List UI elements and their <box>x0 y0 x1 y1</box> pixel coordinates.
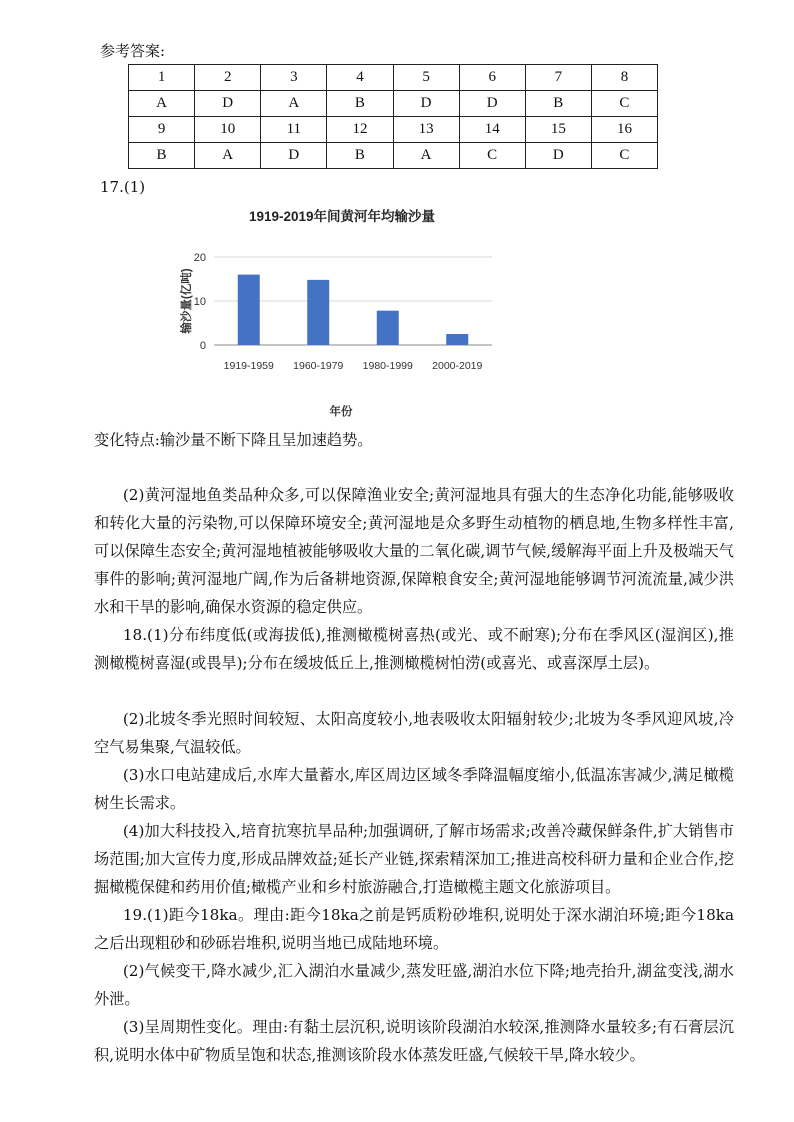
question-17-label: 17.(1) <box>100 178 146 196</box>
table-row <box>129 117 658 143</box>
chart-y-axis-label: 输沙量(亿吨) <box>181 268 193 334</box>
table-cell: 10 <box>195 117 261 143</box>
table-cell: C <box>591 91 657 117</box>
chart-x-tick-label: 2000-2019 <box>432 360 483 372</box>
table-cell: D <box>195 91 261 117</box>
table-cell: 7 <box>525 65 591 91</box>
table-cell: B <box>327 91 393 117</box>
table-row <box>129 65 658 91</box>
chart-x-tick-label: 1960-1979 <box>293 360 344 372</box>
q19-part3-answer: (3)呈周期性变化。理由:有黏土层沉积,说明该阶段湖泊水较深,推测降水量较多;有石膏层沉积,说明水体中矿物质呈饱和状态,推测该阶段水体蒸发旺盛,气候较干旱,降水较少。 <box>94 1018 734 1064</box>
table-cell: 5 <box>393 65 459 91</box>
sediment-bar-chart <box>172 195 512 425</box>
table-cell: A <box>195 143 261 169</box>
table-cell: 3 <box>261 65 327 91</box>
chart-bar <box>307 280 329 345</box>
chart-bar <box>238 275 260 345</box>
q17-part2-answer: (2)黄河湿地鱼类品种众多,可以保障渔业安全;黄河湿地具有强大的生态净化功能,能够吸收和转化大量的污染物,可以保障环境安全;黄河湿地是众多野生动植物的栖息地,生物多样性丰富,可以保障生态安全;黄河湿地植被能够吸收大量的二氧化碳,调节气候,缓解海平面上升及极端天气事件的影响;黄河湿地广阔,作为后备耕地资源,保障粮食安全;黄河湿地能够调节河流流量,减少洪水和干旱的影响,确保水资源的稳定供应。 <box>94 486 734 616</box>
table-cell: 12 <box>327 117 393 143</box>
table-cell: D <box>261 143 327 169</box>
table-cell: C <box>459 143 525 169</box>
q18-part3-answer: (3)水口电站建成后,水库大量蓄水,库区周边区域冬季降温幅度缩小,低温冻害减少,满足橄榄树生长需求。 <box>94 766 734 812</box>
table-cell: 16 <box>591 117 657 143</box>
table-cell: B <box>327 143 393 169</box>
q18-part2-answer: (2)北坡冬季光照时间较短、太阳高度较小,地表吸收太阳辐射较少;北坡为冬季风迎风坡,冷空气易集聚,气温较低。 <box>94 710 734 756</box>
table-cell: 11 <box>261 117 327 143</box>
chart-x-tick-label: 1919-1959 <box>223 360 274 372</box>
table-cell: 15 <box>525 117 591 143</box>
table-cell: 14 <box>459 117 525 143</box>
table-cell: B <box>525 91 591 117</box>
table-row <box>129 143 658 169</box>
answer-key-table <box>128 64 658 169</box>
q18-part4-answer: (4)加大科技投入,培育抗寒抗旱品种;加强调研,了解市场需求;改善冷藏保鲜条件,扩大销售市场范围;加大宣传力度,形成品牌效益;延长产业链,探索精深加工;推进高校科研力量和企业合作,挖掘橄榄保健和药用价值;橄榄产业和乡村旅游融合,打造橄榄主题文化旅游项目。 <box>94 822 734 896</box>
table-cell: 2 <box>195 65 261 91</box>
q17-change-feature: 变化特点:输沙量不断下降且呈加速趋势。 <box>94 431 373 449</box>
table-cell: B <box>129 143 195 169</box>
chart-y-tick-label: 0 <box>199 340 206 352</box>
table-cell: A <box>261 91 327 117</box>
chart-y-tick-label: 10 <box>193 296 206 308</box>
table-row <box>129 91 658 117</box>
chart-x-axis-label: 年份 <box>329 406 353 418</box>
table-cell: 6 <box>459 65 525 91</box>
table-cell: A <box>393 143 459 169</box>
answer-key-title: 参考答案: <box>100 42 166 60</box>
table-cell: 4 <box>327 65 393 91</box>
table-cell: 13 <box>393 117 459 143</box>
table-cell: D <box>459 91 525 117</box>
chart-bar <box>377 311 399 345</box>
chart-y-tick-label: 20 <box>193 252 206 264</box>
table-cell: 8 <box>591 65 657 91</box>
chart-title: 1919-2019年间黄河年均输沙量 <box>248 209 436 224</box>
table-cell: A <box>129 91 195 117</box>
chart-x-tick-label: 1980-1999 <box>362 360 413 372</box>
q18-part1-answer: 18.(1)分布纬度低(或海拔低),推测橄榄树喜热(或光、或不耐寒);分布在季风区(湿润区),推测橄榄树喜湿(或畏旱);分布在缓坡低丘上,推测橄榄树怕涝(或喜光、或喜深厚土层)。 <box>94 626 734 672</box>
chart-bar <box>446 334 468 345</box>
table-cell: D <box>393 91 459 117</box>
q19-part1-answer: 19.(1)距今18ka。理由:距今18ka之前是钙质粉砂堆积,说明处于深水湖泊环境;距今18ka之后出现粗砂和砂砾岩堆积,说明当地已成陆地环境。 <box>94 906 734 952</box>
table-cell: 9 <box>129 117 195 143</box>
table-cell: D <box>525 143 591 169</box>
table-cell: C <box>591 143 657 169</box>
q19-part2-answer: (2)气候变干,降水减少,汇入湖泊水量减少,蒸发旺盛,湖泊水位下降;地壳抬升,湖盆变浅,湖水外泄。 <box>94 962 734 1008</box>
table-cell: 1 <box>129 65 195 91</box>
